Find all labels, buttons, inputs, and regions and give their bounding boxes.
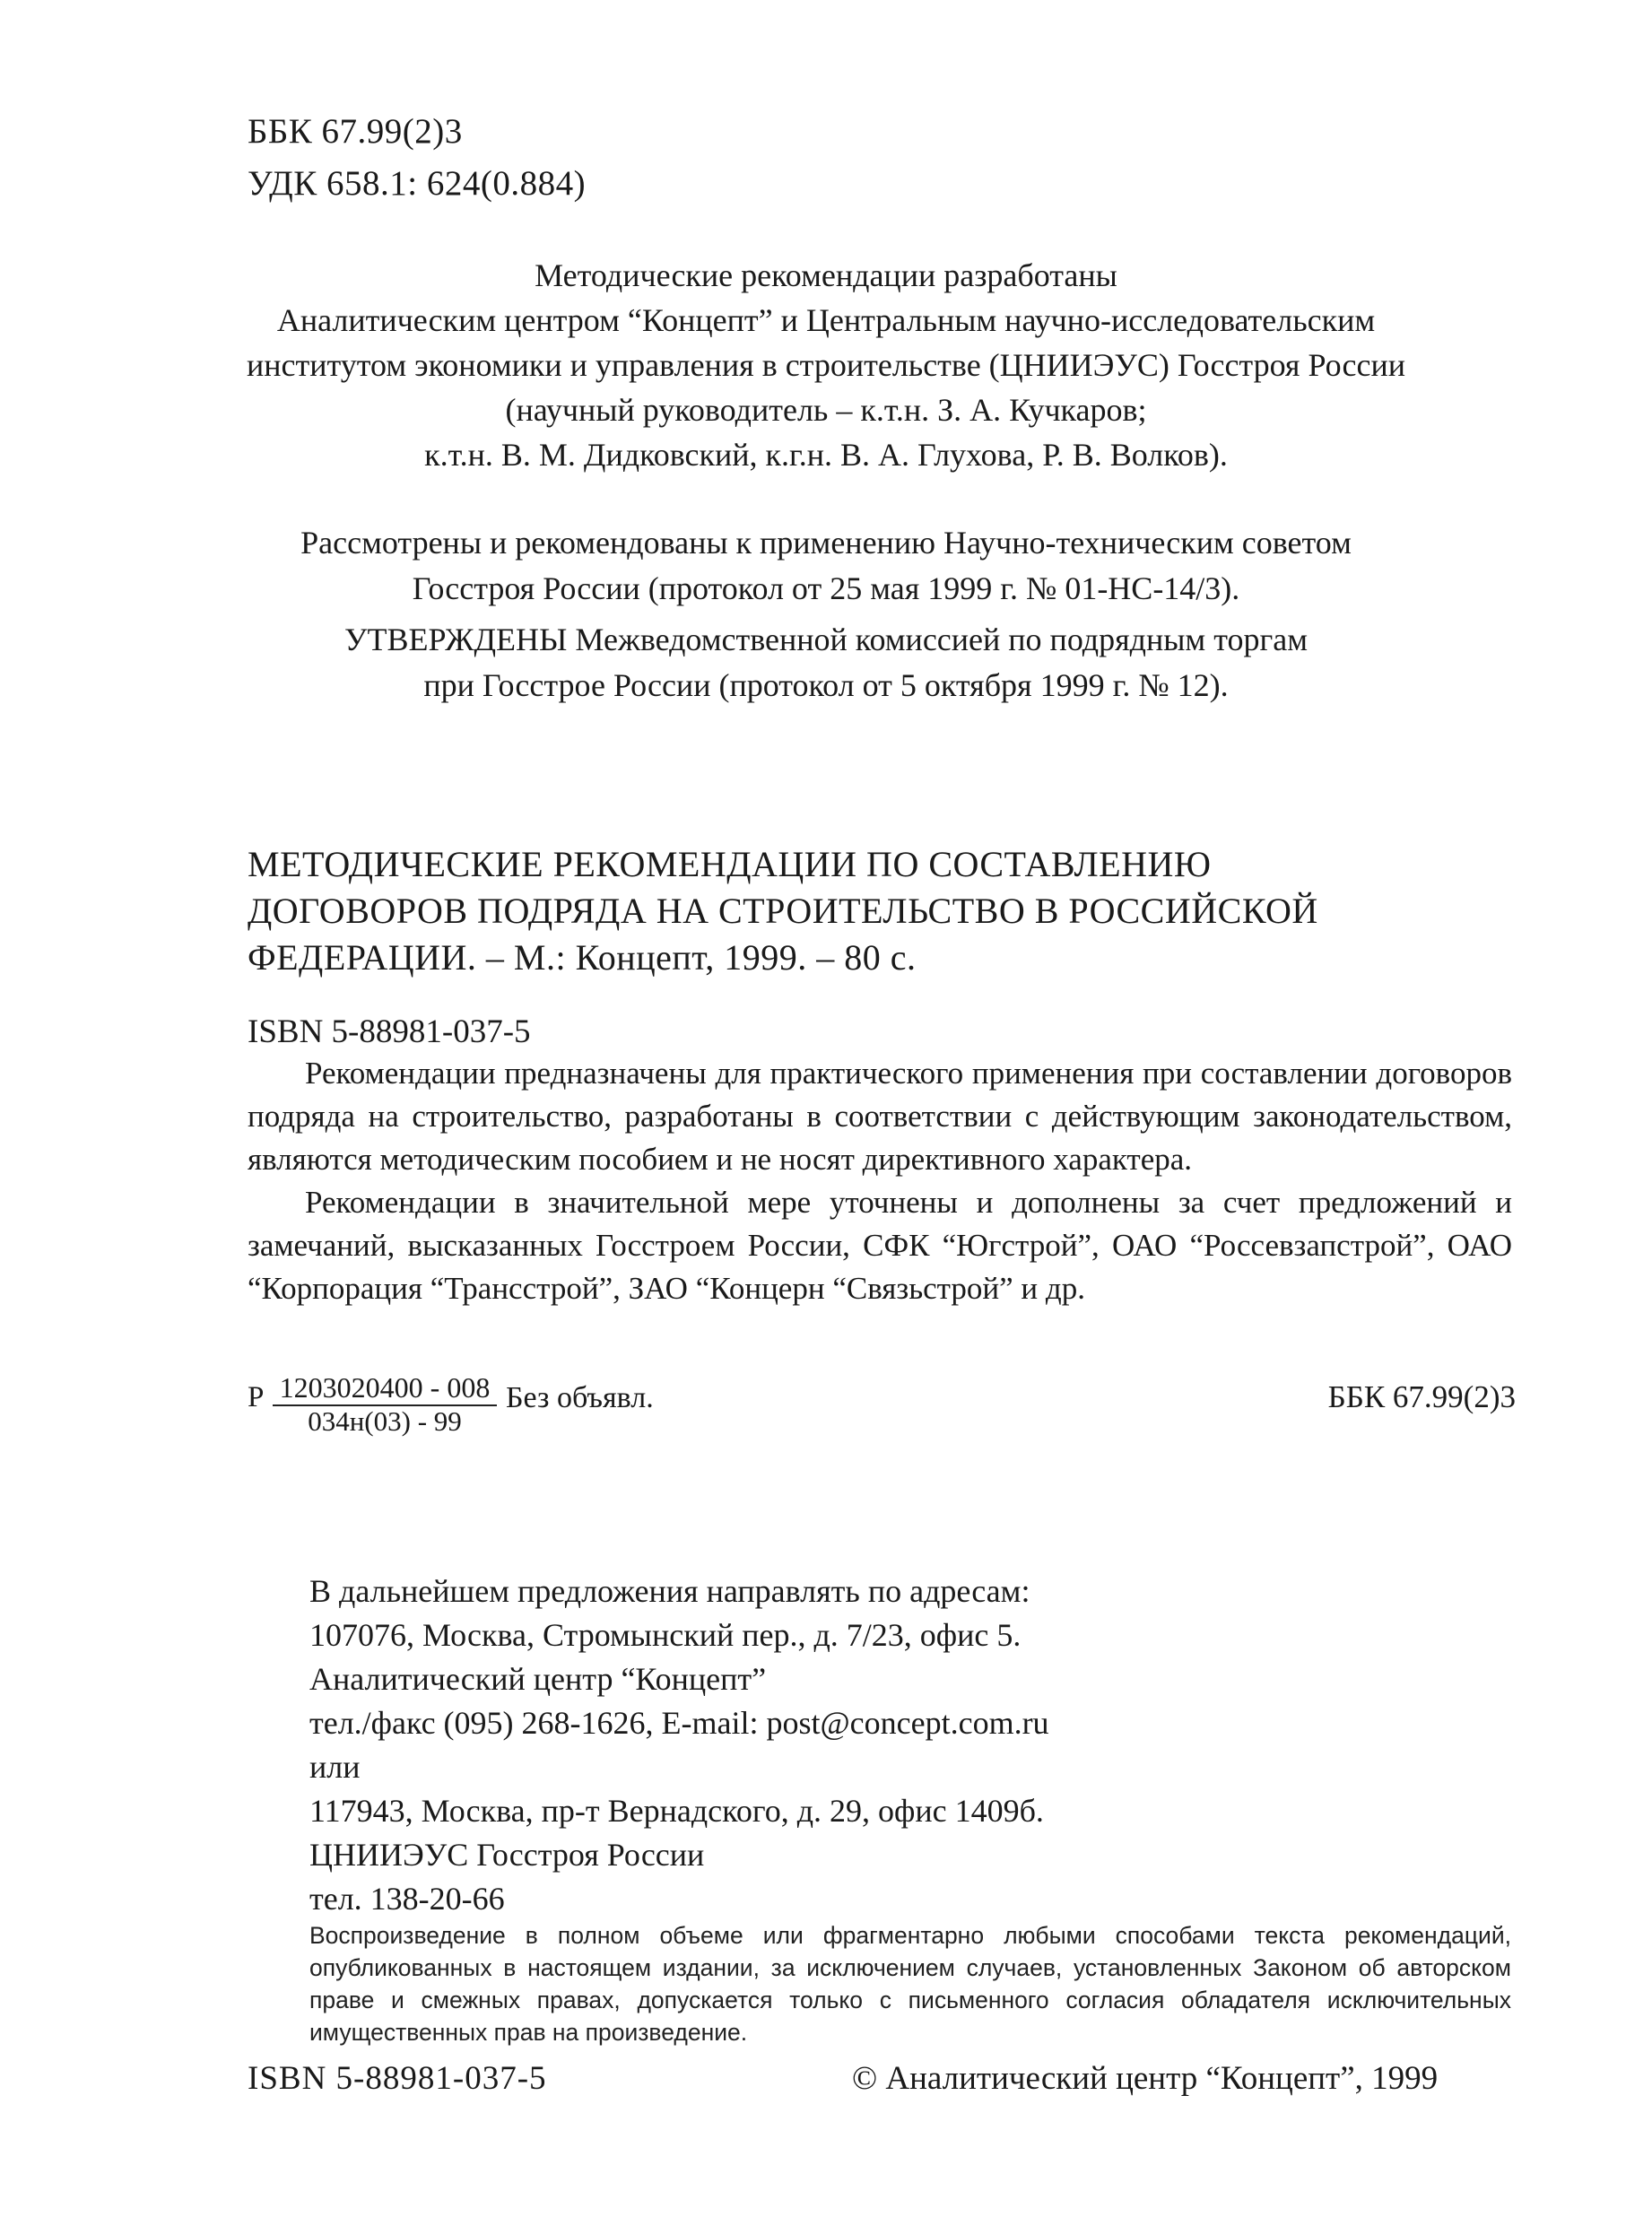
address-line: В дальнейшем предложения направлять по адресам:: [309, 1573, 1030, 1609]
development-note-line: институтом экономики и управления в строительстве (ЦНИИЭУС) Госстроя России: [247, 347, 1405, 383]
bibliographic-title-line: ФЕДЕРАЦИИ. – М.: Концепт, 1999. – 80 с.: [248, 937, 917, 978]
address-line: ЦНИИЭУС Госстроя России: [309, 1837, 705, 1873]
address-line: Аналитический центр “Концепт”: [309, 1661, 767, 1697]
approval-note: [179, 520, 1473, 709]
abstract: [248, 1052, 1512, 1310]
publication-note: Без объявл.: [506, 1381, 654, 1414]
bbk-code-right: ББК 67.99(2)3: [1327, 1379, 1516, 1414]
isbn-number: ISBN 5-88981-037-5: [248, 1013, 531, 1050]
development-note-line: Методические рекомендации разработаны: [535, 257, 1117, 293]
abstract-paragraph: Рекомендации предназначены для практического применения при составлении договоров подряда на строительство, разработаны в соответствии с действующим законодательством, являются методическим пособием и не носят директивного характера.: [248, 1056, 1512, 1177]
publication-code-denominator: 034н(03) - 99: [308, 1405, 462, 1437]
abstract-paragraph: Рекомендации в значительной мере уточнены и дополнены за счет предложений и замечаний, высказанных Госстроем России, СФК “Югстрой”, ОАО “Россевзапстрой”, ОАО “Корпорация “Трансстрой”, ЗАО “Концерн “Связьстрой” и др.: [248, 1185, 1512, 1306]
rights-text: Воспроизведение в полном объеме или фрагментарно любыми способами текста рекомендаций, опубликованных в настоящем издании, за исключением случаев, установленных Законом об авторском праве и смежных правах, допускается только с письменного согласия обладателя исключительных имущественных прав на произведение.: [309, 1922, 1511, 2046]
copyright-notice: [309, 1919, 1511, 2048]
publication-code-numerator: 1203020400 - 008: [273, 1370, 497, 1406]
development-note: [179, 253, 1473, 477]
address-line: тел./факс (095) 268-1626, E-mail: post@concept.com.ru: [309, 1705, 1049, 1741]
classification-codes: [248, 106, 586, 210]
contact-addresses: [309, 1570, 1049, 1921]
approval-note-line: Госстроя России (протокол от 25 мая 1999 г. № 01-НС-14/3).: [412, 570, 1240, 606]
approval-note-line: Рассмотрены и рекомендованы к применению Научно-техническим советом: [300, 525, 1352, 561]
bibliographic-title: [248, 841, 1318, 981]
address-line: или: [309, 1749, 361, 1785]
approval-note-line: при Госстрое России (протокол от 5 октября 1999 г. № 12).: [423, 667, 1229, 703]
bbk-code: ББК 67.99(2)3: [248, 112, 463, 151]
publication-code-fraction: [273, 1370, 497, 1437]
development-note-line: Аналитическим центром “Концепт” и Центральным научно-исследовательским: [276, 302, 1376, 338]
address-line: 107076, Москва, Стромынский пер., д. 7/23, офис 5.: [309, 1617, 1022, 1653]
publication-code-prefix: Р: [248, 1381, 265, 1413]
address-line: тел. 138-20-66: [309, 1881, 505, 1917]
bibliographic-title-line: ДОГОВОРОВ ПОДРЯДА НА СТРОИТЕЛЬСТВО В РОССИЙСКОЙ: [248, 891, 1318, 931]
development-note-line: к.т.н. В. М. Дидковский, к.г.н. В. А. Глухова, Р. В. Волков).: [424, 437, 1228, 473]
development-note-line: (научный руководитель – к.т.н. З. А. Кучкаров;: [505, 392, 1147, 428]
udk-code: УДК 658.1: 624(0.884): [248, 164, 587, 203]
approval-note-line: УТВЕРЖДЕНЫ Межведомственной комиссией по подрядным торгам: [344, 622, 1308, 657]
footer-copyright: © Аналитический центр “Концепт”, 1999: [852, 2060, 1439, 2097]
footer-isbn: ISBN 5-88981-037-5: [248, 2060, 547, 2097]
bibliographic-title-line: МЕТОДИЧЕСКИЕ РЕКОМЕНДАЦИИ ПО СОСТАВЛЕНИЮ: [248, 844, 1212, 884]
address-line: 117943, Москва, пр-т Вернадского, д. 29, офис 1409б.: [309, 1793, 1044, 1829]
